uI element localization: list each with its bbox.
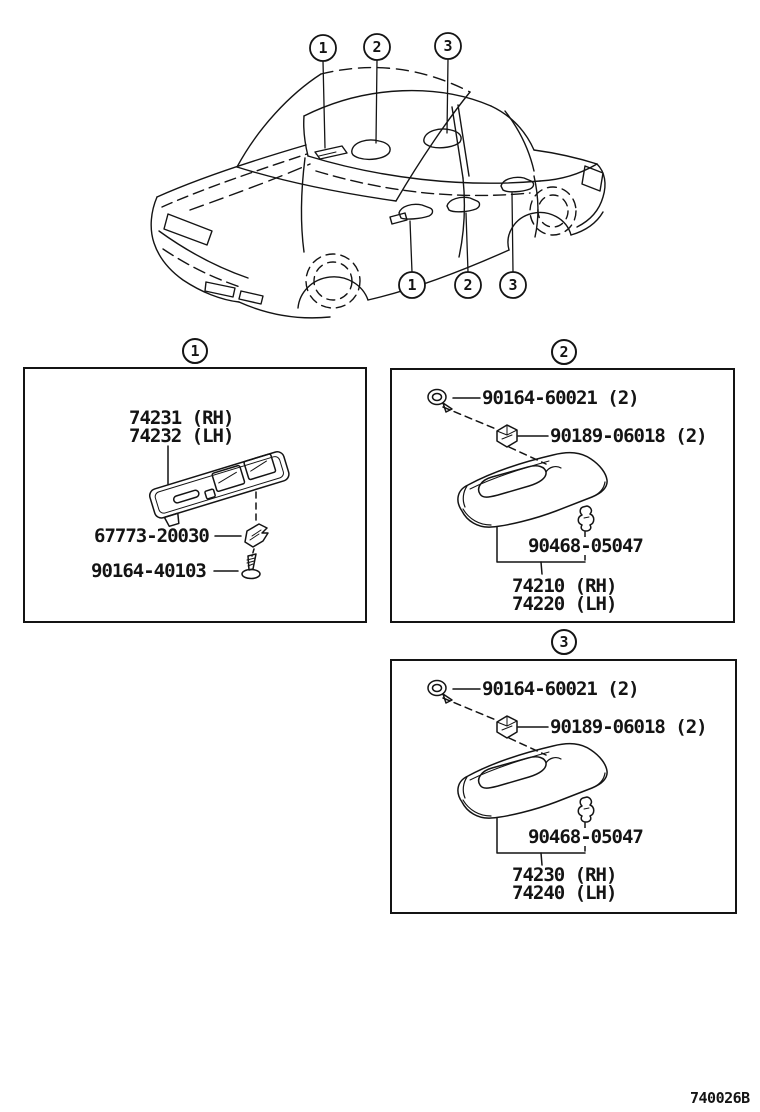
section-3-callout: 3	[551, 629, 577, 655]
callout-bottom-1-number: 1	[407, 276, 417, 294]
section-2-callout: 2	[551, 339, 577, 365]
screw-icon	[242, 554, 260, 579]
part-number-grommet: 90189-06018 (2)	[550, 425, 707, 447]
callout-top-1-number: 1	[318, 39, 328, 57]
part-number-grommet: 90189-06018 (2)	[550, 716, 707, 738]
part-number-screw: 90164-60021 (2)	[482, 678, 639, 700]
car-trunk	[534, 150, 597, 164]
section-1-drawing	[23, 367, 367, 623]
section-1-callout: 1	[182, 338, 208, 364]
part-number-screw: 90164-40103	[91, 560, 206, 582]
callout-bottom-3-number: 3	[508, 276, 518, 294]
part-number-bezel-rh: 74231 (RH)	[129, 407, 234, 429]
car-illustration	[0, 0, 760, 348]
part-number-armrest-rh: 74230 (RH)	[512, 864, 617, 886]
switch-bezel-drawing	[148, 450, 294, 529]
part-number-clip: 67773-20030	[94, 525, 209, 547]
part-number-bezel-lh: 74232 (LH)	[129, 425, 234, 447]
car-front-armrest-mark	[352, 140, 390, 159]
callout-top-3-number: 3	[443, 37, 453, 55]
part-number-armrest-rh: 74210 (RH)	[512, 575, 617, 597]
car-rear-armrest-mark	[424, 129, 461, 148]
callout-top-2-number: 2	[372, 38, 382, 56]
car-headlight	[164, 214, 212, 245]
callout-bottom-2-number: 2	[463, 276, 473, 294]
part-number-clip: 90468-05047	[528, 535, 643, 557]
car-switch-bezel-mark	[315, 146, 347, 159]
part-number-screw: 90164-60021 (2)	[482, 387, 639, 409]
car-roofline	[304, 91, 491, 116]
part-number-armrest-lh: 74220 (LH)	[512, 593, 617, 615]
clip-icon	[245, 524, 268, 547]
part-number-armrest-lh: 74240 (LH)	[512, 882, 617, 904]
part-number-clip: 90468-05047	[528, 826, 643, 848]
car-hood-edge	[157, 145, 306, 197]
drawing-code: 740026B	[690, 1089, 750, 1107]
